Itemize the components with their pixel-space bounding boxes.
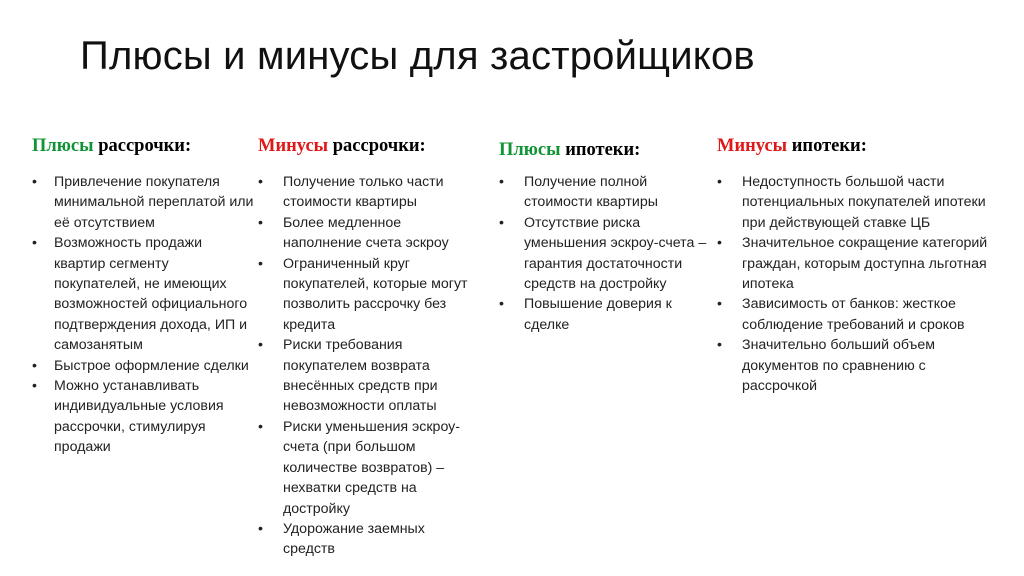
- column-heading: [499, 140, 707, 162]
- list-item: • Быстрое оформление сделки: [32, 356, 254, 376]
- column-heading: [258, 136, 480, 162]
- bullet-list: [499, 172, 707, 335]
- list-item: • Риски уменьшения эскроу-счета (при большом количестве возвратов) – нехватки средств на достройку: [258, 417, 480, 519]
- heading-rest: ипотеки:: [787, 136, 867, 156]
- list-item: • Получение полной стоимости квартиры: [499, 172, 707, 213]
- column-heading: [32, 136, 254, 162]
- column-mortgage-pros: [499, 136, 707, 335]
- list-item: • Ограниченный круг покупателей, которые могут позволить рассрочку без кредита: [258, 254, 480, 336]
- column-mortgage-cons: [717, 136, 997, 396]
- bullet-list: [32, 172, 254, 458]
- list-item: • Возможность продажи квартир сегменту покупателей, не имеющих возможностей официального подтверждения дохода, ИП и самозанятым: [32, 233, 254, 355]
- heading-rest: рассрочки:: [93, 136, 192, 156]
- list-item: • Более медленное наполнение счета эскроу: [258, 213, 480, 254]
- column-installment-cons: [258, 136, 480, 560]
- list-item: • Можно устанавливать индивидуальные условия рассрочки, стимулируя продажи: [32, 376, 254, 458]
- heading-rest: ипотеки:: [560, 140, 641, 160]
- list-item: • Значительно больший объем документов по сравнению с рассрочкой: [717, 335, 997, 396]
- heading-rest: рассрочки:: [328, 136, 426, 156]
- list-item: • Привлечение покупателя минимальной переплатой или её отсутствием: [32, 172, 254, 233]
- list-item: • Удорожание заемных средств: [258, 519, 480, 560]
- heading-accent: Минусы: [258, 136, 329, 156]
- list-item: • Риски требования покупателем возврата внесённых средств при невозможности оплаты: [258, 335, 480, 417]
- bullet-list: [717, 172, 997, 396]
- list-item: • Зависимость от банков: жесткое соблюдение требований и сроков: [717, 294, 997, 335]
- bullet-list: [258, 172, 480, 560]
- list-item: • Отсутствие риска уменьшения эскроу-счета – гарантия достаточности средств на достройку: [499, 213, 707, 295]
- list-item: • Недоступность большой части потенциальных покупателей ипотеки при действующей ставке ЦБ: [717, 172, 997, 233]
- column-installment-pros: [32, 136, 254, 458]
- list-item: • Повышение доверия к сделке: [499, 294, 707, 335]
- list-item: • Получение только части стоимости квартиры: [258, 172, 480, 213]
- heading-accent: Плюсы: [499, 140, 561, 160]
- heading-accent: Минусы: [717, 136, 788, 156]
- list-item: • Значительное сокращение категорий граждан, которым доступна льготная ипотека: [717, 233, 997, 294]
- column-heading: [717, 136, 997, 162]
- slide-title: Плюсы и минусы для застройщиков: [80, 34, 755, 78]
- heading-accent: Плюсы: [32, 136, 94, 156]
